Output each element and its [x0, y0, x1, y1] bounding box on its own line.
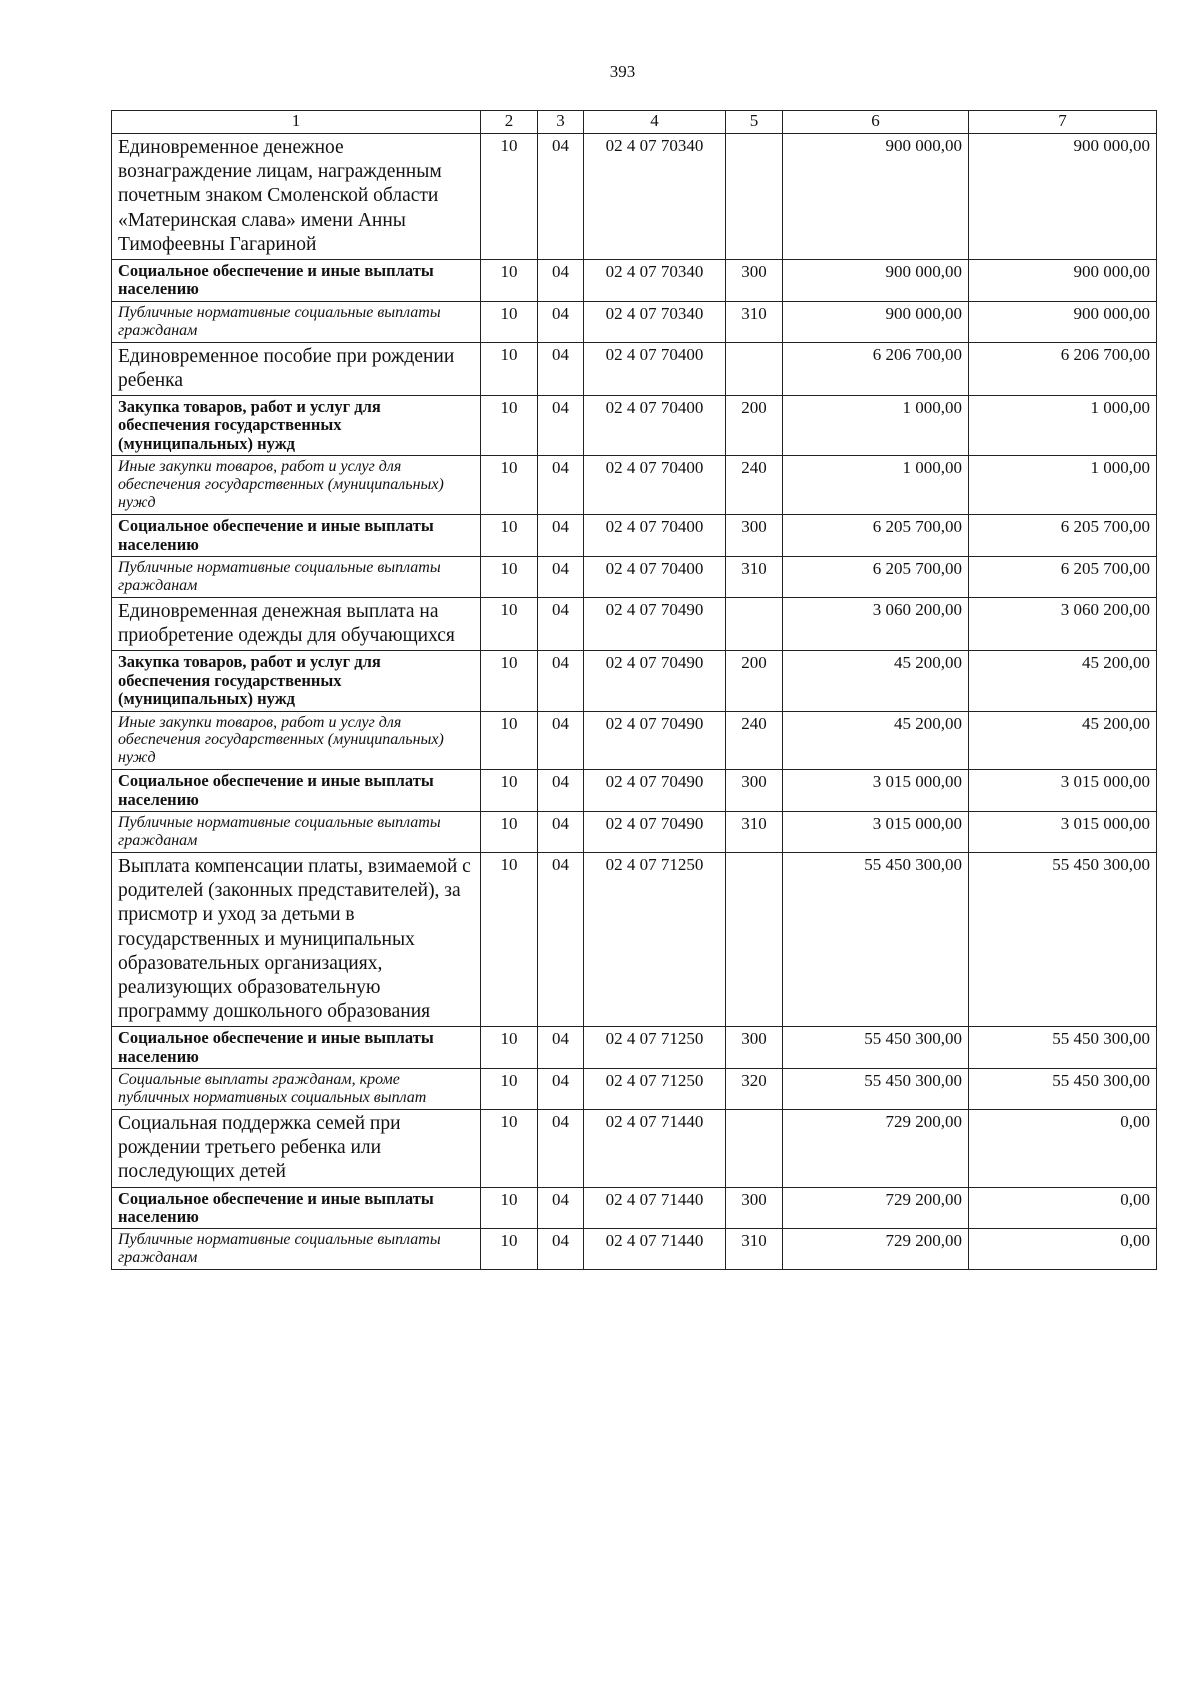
section-code: 10 [481, 515, 538, 557]
expense-type-code: 310 [726, 1229, 783, 1270]
row-name: Единовременная денежная выплата на приобретение одежды для обучающихся [112, 597, 481, 650]
amount-year-2: 3 015 000,00 [969, 812, 1157, 853]
target-article-code: 02 4 07 70400 [584, 456, 726, 515]
section-code: 10 [481, 456, 538, 515]
table-body [112, 134, 1157, 1270]
amount-year-1: 900 000,00 [783, 134, 969, 260]
target-article-code: 02 4 07 70490 [584, 770, 726, 812]
row-name: Публичные нормативные социальные выплаты гражданам [112, 1229, 481, 1270]
section-code: 10 [481, 770, 538, 812]
section-code: 10 [481, 812, 538, 853]
section-code: 10 [481, 711, 538, 770]
expense-type-code: 240 [726, 456, 783, 515]
amount-year-2: 1 000,00 [969, 395, 1157, 455]
target-article-code: 02 4 07 70340 [584, 301, 726, 342]
amount-year-1: 1 000,00 [783, 395, 969, 455]
table-row [112, 812, 1157, 853]
section-code: 10 [481, 342, 538, 395]
expense-type-code: 320 [726, 1069, 783, 1110]
row-name: Публичные нормативные социальные выплаты гражданам [112, 812, 481, 853]
header-row [112, 111, 1157, 134]
table-row [112, 853, 1157, 1027]
subsection-code: 04 [538, 515, 584, 557]
amount-year-2: 1 000,00 [969, 456, 1157, 515]
section-code: 10 [481, 1229, 538, 1270]
amount-year-1: 45 200,00 [783, 651, 969, 711]
section-code: 10 [481, 1069, 538, 1110]
row-name: Выплата компенсации платы, взимаемой с родителей (законных представителей), за присмотр и уход за детьми в государственных и муниципальных образовательных организациях, реализующих образовательную программу дошкольного образования [112, 853, 481, 1027]
expense-type-code: 300 [726, 1027, 783, 1069]
amount-year-2: 3 060 200,00 [969, 597, 1157, 650]
subsection-code: 04 [538, 711, 584, 770]
target-article-code: 02 4 07 70490 [584, 651, 726, 711]
amount-year-1: 900 000,00 [783, 259, 969, 301]
target-article-code: 02 4 07 70400 [584, 342, 726, 395]
row-name: Социальное обеспечение и иные выплаты населению [112, 1187, 481, 1229]
expense-type-code: 300 [726, 515, 783, 557]
subsection-code: 04 [538, 301, 584, 342]
table-row [112, 1187, 1157, 1229]
row-name: Социальное обеспечение и иные выплаты населению [112, 515, 481, 557]
row-name: Закупка товаров, работ и услуг для обеспечения государственных (муниципальных) нужд [112, 395, 481, 455]
column-header: 3 [538, 111, 584, 134]
subsection-code: 04 [538, 812, 584, 853]
amount-year-1: 729 200,00 [783, 1229, 969, 1270]
section-code: 10 [481, 259, 538, 301]
amount-year-1: 6 206 700,00 [783, 342, 969, 395]
target-article-code: 02 4 07 71440 [584, 1187, 726, 1229]
subsection-code: 04 [538, 342, 584, 395]
subsection-code: 04 [538, 557, 584, 598]
amount-year-1: 729 200,00 [783, 1187, 969, 1229]
amount-year-2: 0,00 [969, 1110, 1157, 1188]
amount-year-1: 55 450 300,00 [783, 1069, 969, 1110]
target-article-code: 02 4 07 70400 [584, 557, 726, 598]
target-article-code: 02 4 07 71440 [584, 1110, 726, 1188]
target-article-code: 02 4 07 70490 [584, 812, 726, 853]
amount-year-2: 45 200,00 [969, 651, 1157, 711]
row-name: Публичные нормативные социальные выплаты гражданам [112, 557, 481, 598]
budget-table [111, 110, 1157, 1270]
section-code: 10 [481, 597, 538, 650]
target-article-code: 02 4 07 70340 [584, 134, 726, 260]
column-header: 5 [726, 111, 783, 134]
expense-type-code [726, 342, 783, 395]
expense-type-code: 300 [726, 1187, 783, 1229]
amount-year-1: 3 015 000,00 [783, 770, 969, 812]
target-article-code: 02 4 07 70490 [584, 597, 726, 650]
section-code: 10 [481, 557, 538, 598]
table-row [112, 1229, 1157, 1270]
row-name: Единовременное денежное вознаграждение лицам, награжденным почетным знаком Смоленской области «Материнская слава» имени Анны Тимофеевны Гагариной [112, 134, 481, 260]
target-article-code: 02 4 07 70400 [584, 515, 726, 557]
subsection-code: 04 [538, 134, 584, 260]
section-code: 10 [481, 301, 538, 342]
amount-year-2: 45 200,00 [969, 711, 1157, 770]
amount-year-1: 3 060 200,00 [783, 597, 969, 650]
amount-year-1: 6 205 700,00 [783, 515, 969, 557]
amount-year-2: 6 205 700,00 [969, 557, 1157, 598]
section-code: 10 [481, 651, 538, 711]
table-row [112, 259, 1157, 301]
row-name: Социальное обеспечение и иные выплаты населению [112, 770, 481, 812]
amount-year-2: 55 450 300,00 [969, 853, 1157, 1027]
subsection-code: 04 [538, 853, 584, 1027]
expense-type-code: 310 [726, 812, 783, 853]
expense-type-code: 240 [726, 711, 783, 770]
subsection-code: 04 [538, 259, 584, 301]
row-name: Публичные нормативные социальные выплаты гражданам [112, 301, 481, 342]
subsection-code: 04 [538, 651, 584, 711]
amount-year-1: 55 450 300,00 [783, 853, 969, 1027]
amount-year-1: 1 000,00 [783, 456, 969, 515]
column-header: 7 [969, 111, 1157, 134]
table-row [112, 301, 1157, 342]
column-header: 6 [783, 111, 969, 134]
amount-year-1: 729 200,00 [783, 1110, 969, 1188]
amount-year-2: 900 000,00 [969, 259, 1157, 301]
row-name: Иные закупки товаров, работ и услуг для обеспечения государственных (муниципальных) нужд [112, 711, 481, 770]
section-code: 10 [481, 853, 538, 1027]
table-row [112, 1027, 1157, 1069]
table-row [112, 597, 1157, 650]
expense-type-code: 310 [726, 557, 783, 598]
row-name: Иные закупки товаров, работ и услуг для обеспечения государственных (муниципальных) нужд [112, 456, 481, 515]
expense-type-code: 200 [726, 651, 783, 711]
amount-year-2: 6 205 700,00 [969, 515, 1157, 557]
amount-year-2: 900 000,00 [969, 301, 1157, 342]
expense-type-code [726, 853, 783, 1027]
subsection-code: 04 [538, 1229, 584, 1270]
row-name: Социальная поддержка семей при рождении третьего ребенка или последующих детей [112, 1110, 481, 1188]
section-code: 10 [481, 395, 538, 455]
amount-year-1: 55 450 300,00 [783, 1027, 969, 1069]
table-row [112, 770, 1157, 812]
expense-type-code [726, 1110, 783, 1188]
table-row [112, 456, 1157, 515]
column-header: 2 [481, 111, 538, 134]
target-article-code: 02 4 07 71250 [584, 1027, 726, 1069]
amount-year-2: 0,00 [969, 1229, 1157, 1270]
table-row [112, 395, 1157, 455]
amount-year-2: 55 450 300,00 [969, 1069, 1157, 1110]
row-name: Социальное обеспечение и иные выплаты населению [112, 259, 481, 301]
subsection-code: 04 [538, 597, 584, 650]
subsection-code: 04 [538, 456, 584, 515]
table-row [112, 711, 1157, 770]
section-code: 10 [481, 134, 538, 260]
section-code: 10 [481, 1187, 538, 1229]
page-number: 393 [609, 62, 636, 81]
subsection-code: 04 [538, 395, 584, 455]
amount-year-2: 0,00 [969, 1187, 1157, 1229]
amount-year-2: 900 000,00 [969, 134, 1157, 260]
section-code: 10 [481, 1027, 538, 1069]
expense-type-code [726, 597, 783, 650]
row-name: Единовременное пособие при рождении ребенка [112, 342, 481, 395]
row-name: Закупка товаров, работ и услуг для обеспечения государственных (муниципальных) нужд [112, 651, 481, 711]
target-article-code: 02 4 07 71440 [584, 1229, 726, 1270]
subsection-code: 04 [538, 1069, 584, 1110]
amount-year-2: 55 450 300,00 [969, 1027, 1157, 1069]
amount-year-1: 45 200,00 [783, 711, 969, 770]
column-header: 4 [584, 111, 726, 134]
expense-type-code: 310 [726, 301, 783, 342]
table-row [112, 1110, 1157, 1188]
table-row [112, 515, 1157, 557]
table-row [112, 557, 1157, 598]
target-article-code: 02 4 07 70340 [584, 259, 726, 301]
target-article-code: 02 4 07 70490 [584, 711, 726, 770]
amount-year-1: 3 015 000,00 [783, 812, 969, 853]
amount-year-1: 6 205 700,00 [783, 557, 969, 598]
target-article-code: 02 4 07 71250 [584, 853, 726, 1027]
subsection-code: 04 [538, 1187, 584, 1229]
target-article-code: 02 4 07 70400 [584, 395, 726, 455]
expense-type-code: 200 [726, 395, 783, 455]
subsection-code: 04 [538, 1110, 584, 1188]
expense-type-code: 300 [726, 770, 783, 812]
target-article-code: 02 4 07 71250 [584, 1069, 726, 1110]
row-name: Социальное обеспечение и иные выплаты населению [112, 1027, 481, 1069]
table-row [112, 651, 1157, 711]
section-code: 10 [481, 1110, 538, 1188]
column-header: 1 [112, 111, 481, 134]
row-name: Социальные выплаты гражданам, кроме публичных нормативных социальных выплат [112, 1069, 481, 1110]
subsection-code: 04 [538, 770, 584, 812]
table-row [112, 1069, 1157, 1110]
subsection-code: 04 [538, 1027, 584, 1069]
amount-year-1: 900 000,00 [783, 301, 969, 342]
amount-year-2: 3 015 000,00 [969, 770, 1157, 812]
amount-year-2: 6 206 700,00 [969, 342, 1157, 395]
expense-type-code: 300 [726, 259, 783, 301]
expense-type-code [726, 134, 783, 260]
table-row [112, 134, 1157, 260]
table-row [112, 342, 1157, 395]
